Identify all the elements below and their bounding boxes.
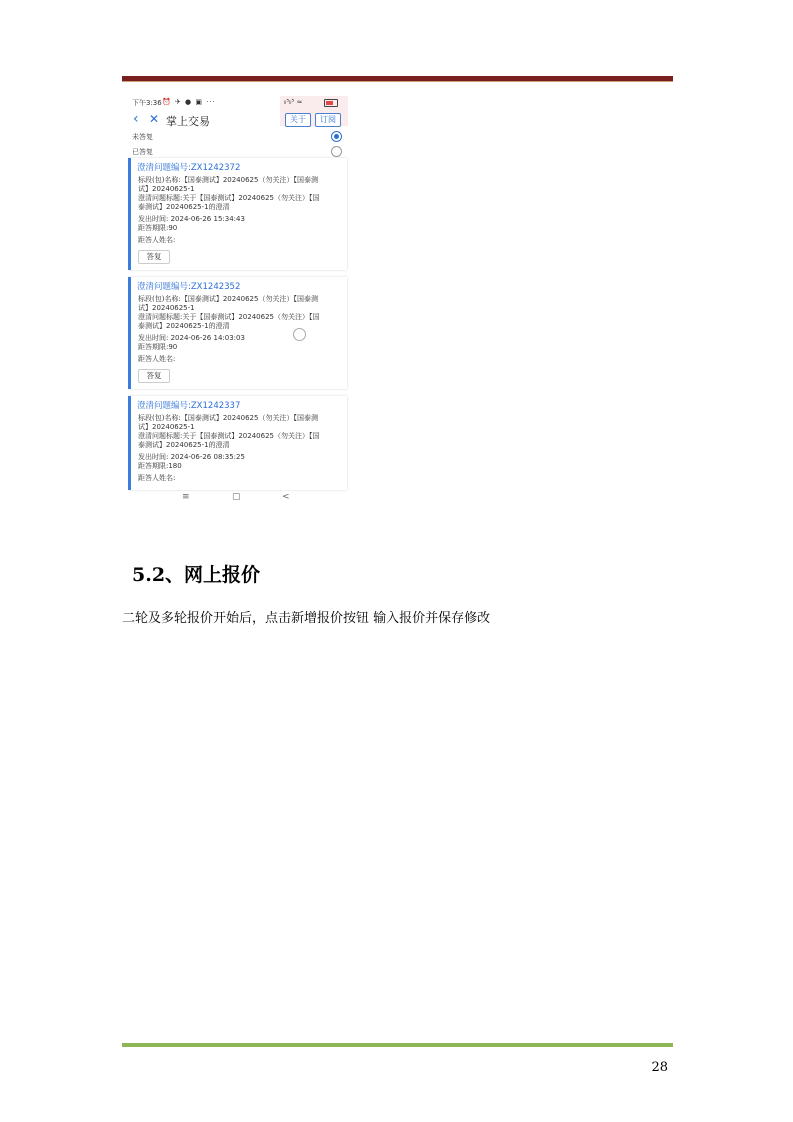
radio-checked-icon[interactable] [331,131,342,142]
reply-button[interactable]: 答复 [138,250,170,264]
battery-icon [324,99,338,107]
card-line: 澄清问题标题:关于【国泰测试】20240625（勿关注）【国 [138,194,320,202]
card-title[interactable]: 澄清问题编号:ZX1242372 [137,163,241,173]
card-line: 澄清问题标题:关于【国泰测试】20240625（勿关注）【国 [138,313,320,321]
card-line: 标段(包)名称:【国泰测试】20240625（勿关注）【国泰测 [138,295,318,303]
card-line: 试】20240625-1 [138,423,195,431]
card-responder: 距答人姓名: [138,355,176,363]
card-deadline: 距答期限:90 [138,224,178,232]
card-responder: 距答人姓名: [138,236,176,244]
filter-label: 已答复 [132,148,153,156]
card-deadline: 距答期限:90 [138,343,178,351]
card-line: 泰测试】20240625-1的澄清 [138,441,230,449]
close-icon[interactable]: ✕ [149,112,160,126]
card-line: 泰测试】20240625-1的澄清 [138,322,230,330]
status-bar [128,98,350,108]
clarification-card[interactable] [128,158,347,270]
card-responder: 距答人姓名: [138,474,176,482]
filter-label: 未答复 [132,133,153,141]
card-title[interactable]: 澄清问题编号:ZX1242352 [137,282,241,292]
phone-screenshot [128,96,350,516]
status-icons: ⏰ ✈ ● ▣ ··· [162,98,216,106]
footer-rule [122,1043,673,1047]
radio-icon[interactable] [331,146,342,157]
body-paragraph: 二轮及多轮报价开始后，点击新增报价按钮 输入报价并保存修改 [122,611,491,626]
clarification-card[interactable] [128,396,347,490]
card-line: 试】20240625-1 [138,185,195,193]
card-issued: 发出时间: 2024-06-26 08:35:25 [138,453,245,461]
about-button[interactable]: 关于 [285,113,311,127]
card-issued: 发出时间: 2024-06-26 14:03:03 [138,334,245,342]
status-time: 下午3:36 [132,99,162,107]
nav-title: 掌上交易 [166,115,210,128]
android-nav-bar [128,492,350,506]
loading-circle-icon [293,328,306,341]
signal-icon: ₗₗ⁵ₗₗ⁵ ≈ [284,98,303,106]
section-heading: 5.2、网上报价 [132,564,261,586]
reply-button[interactable]: 答复 [138,369,170,383]
subscribe-button[interactable]: 订阅 [315,113,341,127]
home-icon[interactable]: ▢ [232,492,241,502]
page-number: 28 [651,1060,668,1075]
card-line: 标段(包)名称:【国泰测试】20240625（勿关注）【国泰测 [138,414,318,422]
back-nav-icon[interactable]: < [282,492,290,502]
card-line: 试】20240625-1 [138,304,195,312]
card-deadline: 距答期限:180 [138,462,182,470]
filter-unanswered[interactable] [128,130,350,144]
filter-answered[interactable] [128,145,350,159]
nav-bar [128,111,350,129]
menu-icon[interactable]: ≡ [182,492,190,502]
card-issued: 发出时间: 2024-06-26 15:34:43 [138,215,245,223]
card-line: 标段(包)名称:【国泰测试】20240625（勿关注）【国泰测 [138,176,318,184]
back-icon[interactable]: ‹ [133,111,139,127]
card-line: 澄清问题标题:关于【国泰测试】20240625（勿关注）【国 [138,432,320,440]
header-rule [122,76,673,82]
card-title[interactable]: 澄清问题编号:ZX1242337 [137,401,241,411]
clarification-card[interactable] [128,277,347,389]
card-line: 泰测试】20240625-1的澄清 [138,203,230,211]
